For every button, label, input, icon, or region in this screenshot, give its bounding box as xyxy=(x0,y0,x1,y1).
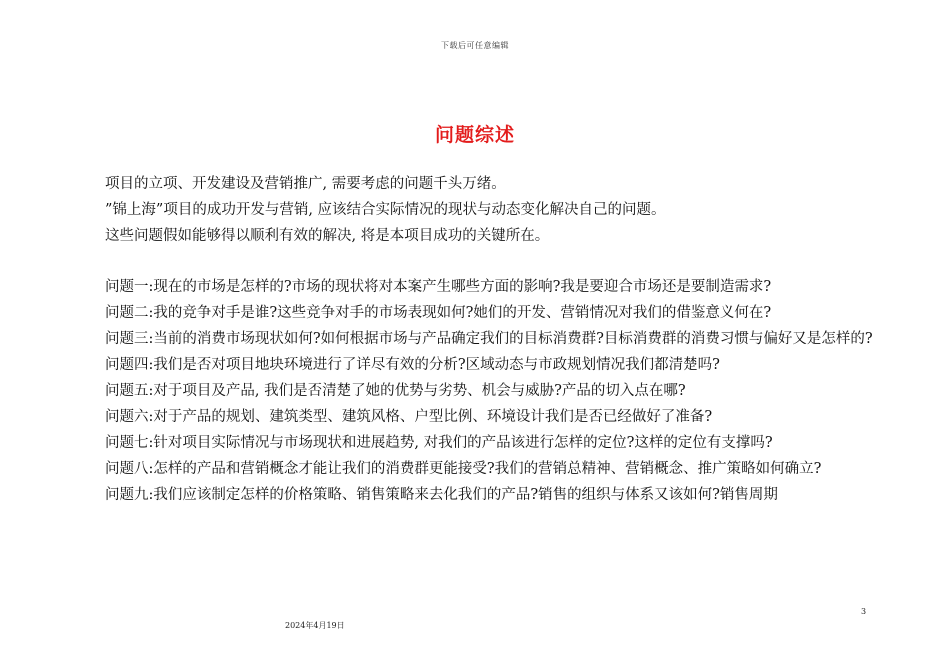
intro-line: ”锦上海”项目的成功开发与营销, 应该结合实际情况的现状与动态变化解决自己的问题。 xyxy=(105,202,666,218)
question-item: 问题六:对于产品的规划、建筑类型、建筑风格、户型比例、环境设计我们是否已经做好了准备? xyxy=(105,409,713,425)
question-item: 问题一:现在的市场是怎样的?市场的现状将对本案产生哪些方面的影响?我是要迎合市场还是要制造需求? xyxy=(105,279,772,295)
question-item: 问题七:针对项目实际情况与市场现状和进展趋势, 对我们的产品该进行怎样的定位?这样的定位有支撑吗? xyxy=(105,435,773,451)
question-list xyxy=(105,274,873,508)
question-item: 问题四:我们是否对项目地块环境进行了详尽有效的分析?区域动态与市政规划情况我们都清楚吗? xyxy=(105,357,720,373)
question-item: 问题九:我们应该制定怎样的价格策略、销售策略来去化我们的产品?销售的组织与体系又该如何?销售周期 xyxy=(105,487,778,503)
intro-paragraph xyxy=(105,171,865,249)
page-number: 3 xyxy=(861,607,867,616)
header-note: 下载后可任意编辑 xyxy=(441,41,509,50)
question-item: 问题五:对于项目及产品, 我们是否清楚了她的优势与劣势、机会与威胁?产品的切入点在哪? xyxy=(105,383,686,399)
question-item: 问题八:怎样的产品和营销概念才能让我们的消费群更能接受?我们的营销总精神、营销概念、推广策略如何确立? xyxy=(105,461,822,477)
question-item: 问题三:当前的消费市场现状如何?如何根据市场与产品确定我们的目标消费群?目标消费群的消费习惯与偏好又是怎样的? xyxy=(105,331,873,347)
footer-date: 2024年4月19日 xyxy=(285,621,345,630)
intro-line: 项目的立项、开发建设及营销推广, 需要考虑的问题千头万绪。 xyxy=(105,176,506,192)
intro-line: 这些问题假如能够得以顺利有效的解决, 将是本项目成功的关键所在。 xyxy=(105,228,550,244)
question-item: 问题二:我的竞争对手是谁?这些竞争对手的市场表现如何?她们的开发、营销情况对我们的借鉴意义何在? xyxy=(105,305,772,321)
document-title: 问题综述 xyxy=(434,124,515,146)
